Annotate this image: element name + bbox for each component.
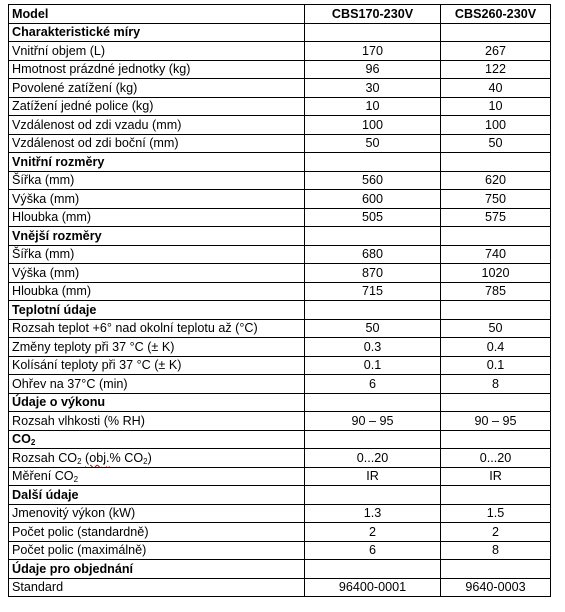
table-row bbox=[9, 97, 551, 116]
value-cbs260: 575 bbox=[441, 208, 551, 227]
section-empty-cell bbox=[441, 393, 551, 412]
section-empty-cell bbox=[441, 23, 551, 42]
value-cbs170: 6 bbox=[305, 375, 441, 394]
header-row bbox=[9, 5, 551, 24]
row-label: Šířka (mm) bbox=[9, 171, 305, 190]
value-cbs260: 8 bbox=[441, 375, 551, 394]
table-row bbox=[9, 504, 551, 523]
value-cbs260: 0.1 bbox=[441, 356, 551, 375]
value-cbs170: 10 bbox=[305, 97, 441, 116]
value-cbs260: 8 bbox=[441, 541, 551, 560]
section-label: Údaje o výkonu bbox=[9, 393, 305, 412]
section-row bbox=[9, 227, 551, 246]
table-row bbox=[9, 60, 551, 79]
row-label: Počet polic (standardně) bbox=[9, 523, 305, 542]
section-empty-cell bbox=[305, 23, 441, 42]
table-row bbox=[9, 264, 551, 283]
value-cbs170: 0.3 bbox=[305, 338, 441, 357]
row-label: Výška (mm) bbox=[9, 264, 305, 283]
section-label: Vnitřní rozměry bbox=[9, 153, 305, 172]
table-row bbox=[9, 116, 551, 135]
table-row bbox=[9, 541, 551, 560]
value-cbs170: 870 bbox=[305, 264, 441, 283]
row-label: Výška (mm) bbox=[9, 190, 305, 209]
value-cbs260: 620 bbox=[441, 171, 551, 190]
section-empty-cell bbox=[305, 560, 441, 579]
row-label: Standard bbox=[9, 578, 305, 597]
table-row bbox=[9, 578, 551, 597]
section-label: $CO_2$ bbox=[9, 430, 305, 449]
row-label: Povolené zatížení (kg) bbox=[9, 79, 305, 98]
section-label: Údaje pro objednání bbox=[9, 560, 305, 579]
value-cbs260: 100 bbox=[441, 116, 551, 135]
value-cbs260: 0.4 bbox=[441, 338, 551, 357]
value-cbs260: 2 bbox=[441, 523, 551, 542]
value-cbs260: 40 bbox=[441, 79, 551, 98]
value-cbs170: 680 bbox=[305, 245, 441, 264]
row-label: Jmenovitý výkon (kW) bbox=[9, 504, 305, 523]
section-label: Charakteristické míry bbox=[9, 23, 305, 42]
row-label: Kolísání teploty při 37 °C (± K) bbox=[9, 356, 305, 375]
value-cbs170: 0...20 bbox=[305, 449, 441, 468]
table-row bbox=[9, 190, 551, 209]
row-label: Rozsah vlhkosti (% RH) bbox=[9, 412, 305, 431]
row-label: Počet polic (maximálně) bbox=[9, 541, 305, 560]
value-cbs170: 505 bbox=[305, 208, 441, 227]
value-cbs170: 100 bbox=[305, 116, 441, 135]
table-row bbox=[9, 208, 551, 227]
section-label: Vnější rozměry bbox=[9, 227, 305, 246]
section-empty-cell bbox=[441, 430, 551, 449]
section-empty-cell bbox=[305, 227, 441, 246]
table-row bbox=[9, 282, 551, 301]
value-cbs170: 2 bbox=[305, 523, 441, 542]
row-label: Rozsah teplot +6° nad okolní teplotu až (°C) bbox=[9, 319, 305, 338]
table-row bbox=[9, 338, 551, 357]
value-cbs170: 90 – 95 bbox=[305, 412, 441, 431]
table-row bbox=[9, 412, 551, 431]
table-row bbox=[9, 42, 551, 61]
section-row bbox=[9, 23, 551, 42]
section-empty-cell bbox=[441, 153, 551, 172]
value-cbs260: 785 bbox=[441, 282, 551, 301]
section-empty-cell bbox=[305, 486, 441, 505]
row-label: Zatížení jedné police (kg) bbox=[9, 97, 305, 116]
section-empty-cell bbox=[441, 560, 551, 579]
section-row bbox=[9, 301, 551, 320]
table-row bbox=[9, 79, 551, 98]
value-cbs260: 50 bbox=[441, 319, 551, 338]
value-cbs260: 90 – 95 bbox=[441, 412, 551, 431]
row-label: Hloubka (mm) bbox=[9, 208, 305, 227]
row-label: Rozsah $CO_2$ (obj.% $CO_2$) bbox=[9, 449, 305, 468]
section-empty-cell bbox=[441, 301, 551, 320]
spec-table bbox=[8, 4, 551, 597]
value-cbs170: 1.3 bbox=[305, 504, 441, 523]
row-label: Hloubka (mm) bbox=[9, 282, 305, 301]
section-empty-cell bbox=[305, 153, 441, 172]
table-row bbox=[9, 319, 551, 338]
table-row bbox=[9, 467, 551, 486]
table-body bbox=[9, 23, 551, 597]
section-row bbox=[9, 486, 551, 505]
row-label: Vzdálenost od zdi vzadu (mm) bbox=[9, 116, 305, 135]
section-empty-cell bbox=[305, 393, 441, 412]
section-label: Další údaje bbox=[9, 486, 305, 505]
header-cbs260: CBS260-230V bbox=[441, 5, 551, 24]
table-row bbox=[9, 356, 551, 375]
value-cbs260: 0...20 bbox=[441, 449, 551, 468]
value-cbs260: 9640-0003 bbox=[441, 578, 551, 597]
section-empty-cell bbox=[305, 430, 441, 449]
section-empty-cell bbox=[441, 227, 551, 246]
value-cbs260: 1.5 bbox=[441, 504, 551, 523]
row-label: Šířka (mm) bbox=[9, 245, 305, 264]
value-cbs260: 122 bbox=[441, 60, 551, 79]
row-label: Vnitřní objem (L) bbox=[9, 42, 305, 61]
value-cbs170: 0.1 bbox=[305, 356, 441, 375]
section-label: Teplotní údaje bbox=[9, 301, 305, 320]
section-row bbox=[9, 560, 551, 579]
spec-table-container bbox=[8, 4, 551, 597]
value-cbs170: 96400-0001 bbox=[305, 578, 441, 597]
table-row bbox=[9, 523, 551, 542]
section-row bbox=[9, 153, 551, 172]
value-cbs260: 750 bbox=[441, 190, 551, 209]
row-label: Změny teploty při 37 °C (± K) bbox=[9, 338, 305, 357]
value-cbs170: 600 bbox=[305, 190, 441, 209]
row-label: Ohřev na 37°C (min) bbox=[9, 375, 305, 394]
value-cbs170: IR bbox=[305, 467, 441, 486]
value-cbs260: IR bbox=[441, 467, 551, 486]
table-row bbox=[9, 134, 551, 153]
header-cbs170: CBS170-230V bbox=[305, 5, 441, 24]
value-cbs170: 6 bbox=[305, 541, 441, 560]
value-cbs260: 10 bbox=[441, 97, 551, 116]
value-cbs170: 715 bbox=[305, 282, 441, 301]
value-cbs170: 170 bbox=[305, 42, 441, 61]
spellcheck-underline: (obj. bbox=[85, 450, 110, 465]
row-label: Vzdálenost od zdi boční (mm) bbox=[9, 134, 305, 153]
row-label: Měření $CO_2$ bbox=[9, 467, 305, 486]
table-row bbox=[9, 171, 551, 190]
value-cbs170: 50 bbox=[305, 134, 441, 153]
section-empty-cell bbox=[441, 486, 551, 505]
table-row bbox=[9, 449, 551, 468]
section-row bbox=[9, 393, 551, 412]
row-label: Hmotnost prázdné jednotky (kg) bbox=[9, 60, 305, 79]
table-row bbox=[9, 375, 551, 394]
value-cbs260: 267 bbox=[441, 42, 551, 61]
value-cbs260: 740 bbox=[441, 245, 551, 264]
value-cbs260: 1020 bbox=[441, 264, 551, 283]
section-row bbox=[9, 430, 551, 449]
table-row bbox=[9, 245, 551, 264]
header-model: Model bbox=[9, 5, 305, 24]
section-empty-cell bbox=[305, 301, 441, 320]
value-cbs170: 50 bbox=[305, 319, 441, 338]
value-cbs170: 560 bbox=[305, 171, 441, 190]
value-cbs170: 30 bbox=[305, 79, 441, 98]
value-cbs260: 50 bbox=[441, 134, 551, 153]
value-cbs170: 96 bbox=[305, 60, 441, 79]
